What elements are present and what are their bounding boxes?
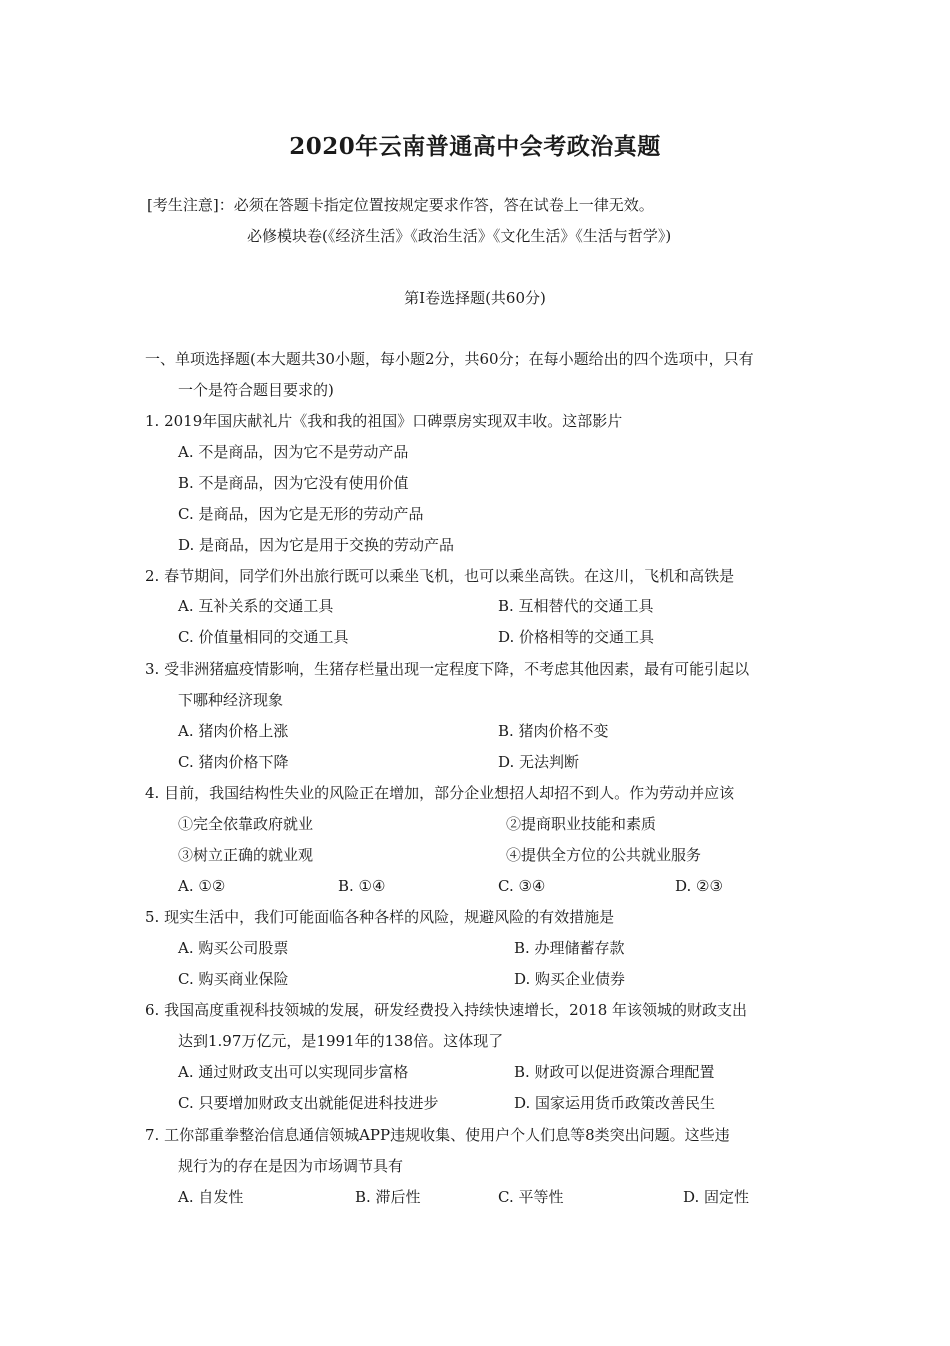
question-1-stem: 1. 2019年国庆献礼片《我和我的祖国》口碑票房实现双丰收。这部影片 <box>145 412 623 430</box>
question-3-stem: 3. 受非洲猪瘟疫情影响，生猪存栏量出现一定程度下降，不考虑其他因素，最有可能引起以 <box>145 660 750 678</box>
question-5-option-d: D. 购买企业债券 <box>514 970 626 988</box>
question-4-option-a: A. ①② <box>178 877 226 895</box>
question-5-option-a: A. 购买公司股票 <box>178 939 289 957</box>
question-6-option-c: C. 只要增加财政支出就能促进科技进步 <box>178 1094 439 1112</box>
question-6-stem-cont: 达到1.97万亿元，是1991年的138倍。这体现了 <box>178 1032 504 1050</box>
part-title: 第Ⅰ卷选择题(共60分) <box>404 289 546 307</box>
question-7-stem: 7. 工你部重拳整治信息通信领城APP违规收集、使用户个人们息等8类突出问题。这些违 <box>145 1126 730 1144</box>
question-3-option-d: D. 无法判断 <box>498 753 580 771</box>
question-7-stem-cont: 规行为的存在是因为市场调节具有 <box>178 1157 404 1175</box>
question-6-option-b: B. 财政可以促进资源合理配置 <box>514 1063 715 1081</box>
question-2-option-d: D. 价格相等的交通工具 <box>498 628 655 646</box>
question-2-option-b: B. 互相替代的交通工具 <box>498 597 654 615</box>
question-7-option-a: A. 自发性 <box>178 1188 244 1206</box>
question-7-option-b: B. 滞后性 <box>355 1188 421 1206</box>
question-1-option-c: C. 是商品，因为它是无形的劳动产品 <box>178 505 424 523</box>
question-1-option-a: A. 不是商品，因为它不是劳动产品 <box>178 443 409 461</box>
question-4-item-2: ②提商职业技能和素质 <box>506 815 657 833</box>
question-4-option-c: C. ③④ <box>498 877 546 895</box>
question-4-stem: 4. 目前，我国结构性失业的风险正在增加，部分企业想招人却招不到人。作为劳动并应该 <box>145 784 735 802</box>
question-2-option-c: C. 价值量相同的交通工具 <box>178 628 349 646</box>
question-4-item-3: ③树立正确的就业观 <box>178 846 314 864</box>
question-3-option-a: A. 猪肉价格上涨 <box>178 722 289 740</box>
question-1-option-d: D. 是商品，因为它是用于交换的劳动产品 <box>178 536 455 554</box>
question-4-item-1: ①完全依靠政府就业 <box>178 815 314 833</box>
page-title: 2020年云南普通高中会考政治真题 <box>289 133 661 160</box>
question-7-option-d: D. 固定性 <box>683 1188 750 1206</box>
question-6-stem: 6. 我国高度重视科技领城的发展，研发经费投入持续快速增长，2018 年该领城的财政支出 <box>145 1001 748 1019</box>
question-1-option-b: B. 不是商品，因为它没有使用价值 <box>178 474 409 492</box>
question-3-option-c: C. 猪肉价格下降 <box>178 753 289 771</box>
question-4-item-4: ④提供全方位的公共就业服务 <box>506 846 702 864</box>
notice: [考生注意]：必须在答题卡指定位置按规定要求作答，答在试卷上一律无效。 <box>147 196 654 214</box>
section-heading-cont: 一个是符合题目要求的) <box>178 381 334 399</box>
question-5-option-c: C. 购买商业保险 <box>178 970 289 988</box>
question-5-stem: 5. 现实生活中，我们可能面临各种各样的风险，规避风险的有效措施是 <box>145 908 615 926</box>
question-3-option-b: B. 猪肉价格不变 <box>498 722 609 740</box>
question-2-stem: 2. 春节期间，同学们外出旅行既可以乘坐飞机，也可以乘坐高铁。在这川，飞机和高铁是 <box>145 567 735 585</box>
question-5-option-b: B. 办理储蓄存款 <box>514 939 625 957</box>
module-title: 必修模块卷(《经济生活》《政治生活》《文化生活》《生活与哲学》) <box>247 227 672 245</box>
question-3-stem-cont: 下哪种经济现象 <box>178 691 284 709</box>
section-heading: 一、单项选择题(本大题共30小题，每小题2分，共60分；在每小题给出的四个选项中，只有 <box>145 350 754 368</box>
question-4-option-b: B. ①④ <box>338 877 386 895</box>
question-2-option-a: A. 互补关系的交通工具 <box>178 597 334 615</box>
question-7-option-c: C. 平等性 <box>498 1188 564 1206</box>
question-6-option-d: D. 国家运用货币政策改善民生 <box>514 1094 716 1112</box>
question-4-option-d: D. ②③ <box>675 877 723 895</box>
question-6-option-a: A. 通过财政支出可以实现同步富格 <box>178 1063 409 1081</box>
